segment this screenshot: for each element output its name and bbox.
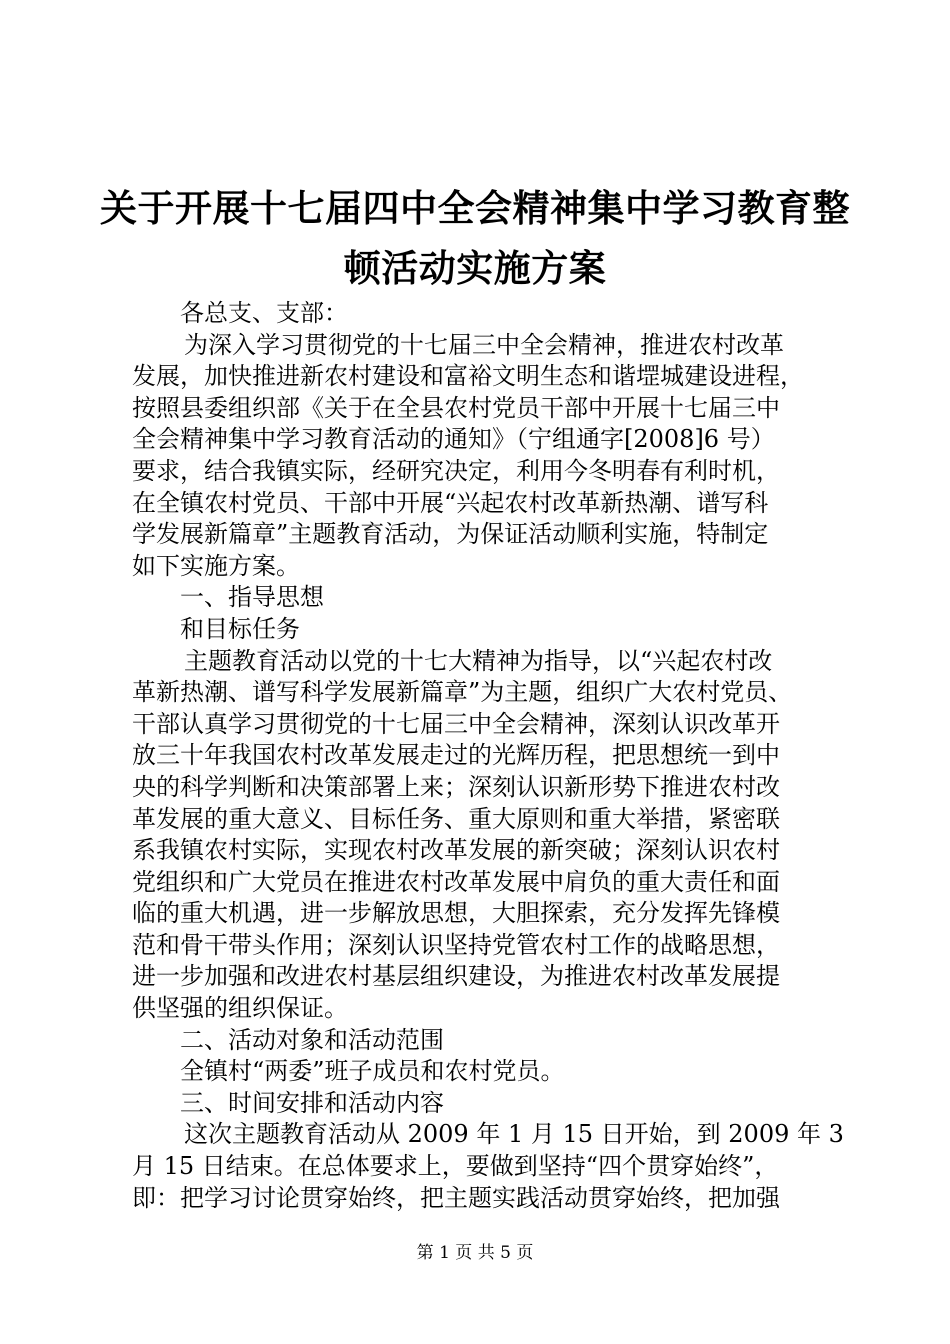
- paragraph-line: 系我镇农村实际，实现农村改革发展的新突破；深刻认识农村: [132, 836, 780, 865]
- paragraph-line: 党组织和广大党员在推进农村改革发展中肩负的重大责任和面: [132, 867, 780, 896]
- document-title-line-2: 顿活动实施方案: [343, 246, 607, 290]
- paragraph-line: 发展，加快推进新农村建设和富裕文明生态和谐堽城建设进程，: [132, 362, 804, 391]
- paragraph-line: 这次主题教育活动从 2009 年 1 月 15 日开始，到 2009 年 3: [184, 1120, 844, 1149]
- paragraph-line: 革新热潮、谱写科学发展新篇章”为主题，组织广大农村党员、: [132, 678, 793, 707]
- paragraph-line: 干部认真学习贯彻党的十七届三中全会精神，深刻认识改革开: [132, 709, 780, 738]
- section-heading: 和目标任务: [180, 614, 300, 643]
- document-body: [132, 298, 844, 1214]
- paragraph-line: 临的重大机遇，进一步解放思想，大胆探索，充分发挥先锋模: [132, 899, 780, 928]
- paragraph-line: 革发展的重大意义、目标任务、重大原则和重大举措，紧密联: [132, 804, 780, 833]
- paragraph-line: 月 15 日结束。在总体要求上，要做到坚持“四个贯穿始终”，: [132, 1152, 779, 1181]
- salutation: 各总支、支部：: [180, 299, 348, 327]
- paragraph-line: 为深入学习贯彻党的十七届三中全会精神，推进农村改革: [184, 330, 784, 359]
- paragraph-line: 放三十年我国农村改革发展走过的光辉历程，把思想统一到中: [132, 741, 780, 770]
- paragraph-line: 主题教育活动以党的十七大精神为指导，以“兴起农村改: [184, 646, 773, 675]
- paragraph-line: 如下实施方案。: [132, 551, 300, 580]
- page-footer: 第 1 页 共 5 页: [416, 1243, 534, 1263]
- paragraph-line: 央的科学判断和决策部署上来；深刻认识新形势下推进农村改: [132, 772, 780, 801]
- section-heading: 三、时间安排和活动内容: [180, 1088, 444, 1117]
- paragraph-line: 范和骨干带头作用；深刻认识坚持党管农村工作的战略思想，: [132, 930, 780, 959]
- paragraph-line: 学发展新篇章”主题教育活动，为保证活动顺利实施，特制定: [132, 520, 769, 549]
- paragraph-line: 在全镇农村党员、干部中开展“兴起农村改革新热潮、谱写科: [132, 488, 769, 517]
- paragraph-line: 供坚强的组织保证。: [132, 994, 348, 1023]
- paragraph-line: 全会精神集中学习教育活动的通知》（宁组通字[2008]6 号）: [132, 425, 775, 454]
- paragraph-line: 即：把学习讨论贯穿始终，把主题实践活动贯穿始终，把加强: [132, 1183, 780, 1212]
- section-heading: 一、指导思想: [180, 583, 324, 612]
- section-heading: 二、活动对象和活动范围: [180, 1025, 444, 1054]
- paragraph-line: 全镇村“两委”班子成员和农村党员。: [180, 1057, 565, 1086]
- paragraph-line: 进一步加强和改进农村基层组织建设，为推进农村改革发展提: [132, 962, 780, 991]
- paragraph-line: 要求，结合我镇实际，经研究决定，利用今冬明春有利时机，: [132, 456, 780, 485]
- paragraph-line: 按照县委组织部《关于在全县农村党员干部中开展十七届三中: [132, 393, 780, 422]
- document-title-line-1: 关于开展十七届四中全会精神集中学习教育整: [100, 186, 850, 230]
